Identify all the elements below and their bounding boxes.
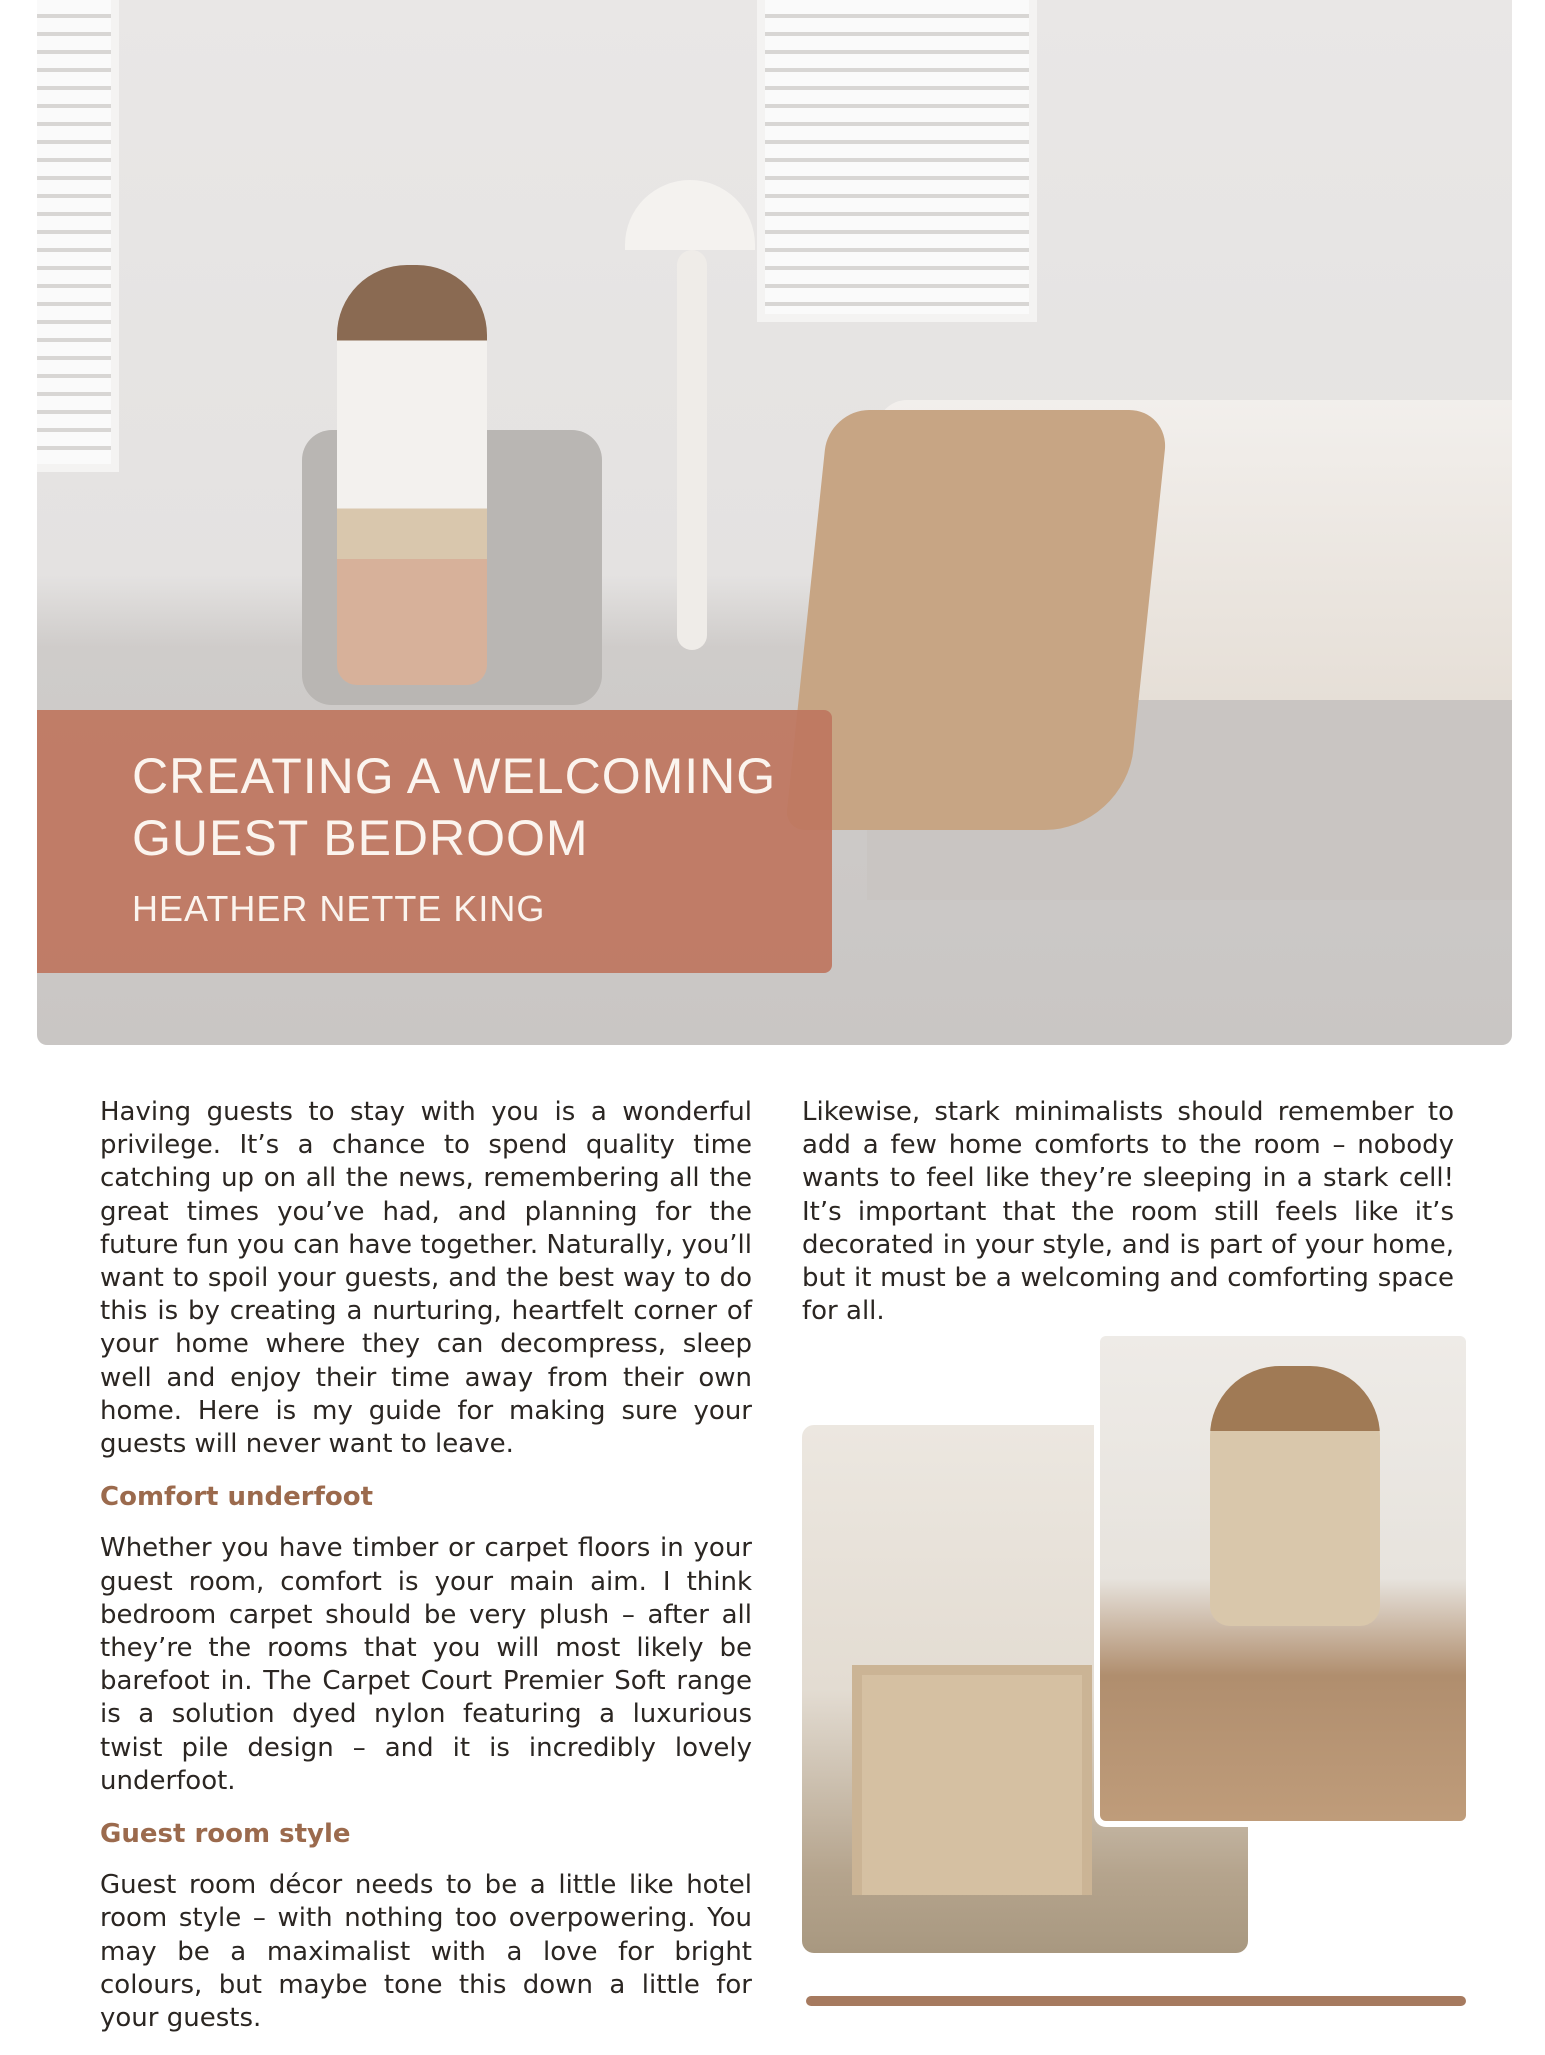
window-shutter-center xyxy=(757,0,1037,322)
author-name: HEATHER NETTE KING xyxy=(132,888,546,929)
section-heading: Guest room style xyxy=(100,1819,351,1850)
section-body: Whether you have timber or carpet floors in your guest room, comfort is your main aim. I think bedroom carpet should be very plush – after all they’re the rooms that you will most likely be barefoot in. The Carpet Court Premier Soft range is a solution dyed nylon featuring a luxurious twist pile design – and it is incredibly lovely underfoot. xyxy=(100,1533,752,1796)
bed-throw xyxy=(785,410,1169,830)
article-title xyxy=(132,745,776,869)
section-heading: Comfort underfoot xyxy=(100,1482,374,1513)
section-body: Guest room décor needs to be a little like hotel room style – with nothing too overpowering. You may be a maximalist with a love for bright colours, but maybe tone this down a little for your guests. xyxy=(100,1870,752,2034)
floor-lamp xyxy=(625,180,755,250)
woman-making-bed-photo xyxy=(1094,1330,1472,1827)
title-banner xyxy=(37,710,832,973)
right-column xyxy=(802,1096,1454,1348)
intro-paragraph: Having guests to stay with you is a wonderful privilege. It’s a chance to spend quality time catching up on all the news, remembering all the great times you’ve had, and planning for the future fun you can have together. Naturally, you’ll want to spoil your guests, and the best way to do this is by creating a nurturing, heartfelt corner of your home where they can decompress, sleep well and enjoy their time away from their own home. Here is my guide for making sure your guests will never want to leave. xyxy=(100,1097,752,1460)
woman xyxy=(1210,1366,1380,1626)
left-column xyxy=(100,1096,752,2055)
window-shutter-left xyxy=(37,0,119,472)
right-paragraph: Likewise, stark minimalists should remember to add a few home comforts to the room – nobody wants to feel like they’re sleeping in a stark cell! It’s important that the room still feels like it’s decorated in your style, and is part of your home, but it must be a welcoming and comforting space for all. xyxy=(802,1097,1454,1327)
seated-woman xyxy=(337,265,487,685)
title-line-1: CREATING A WELCOMING xyxy=(132,748,777,804)
nightstand xyxy=(852,1665,1092,1895)
floor-lamp-stem xyxy=(677,250,707,650)
title-line-2: GUEST BEDROOM xyxy=(132,810,589,866)
bottom-bar xyxy=(806,1996,1466,2006)
